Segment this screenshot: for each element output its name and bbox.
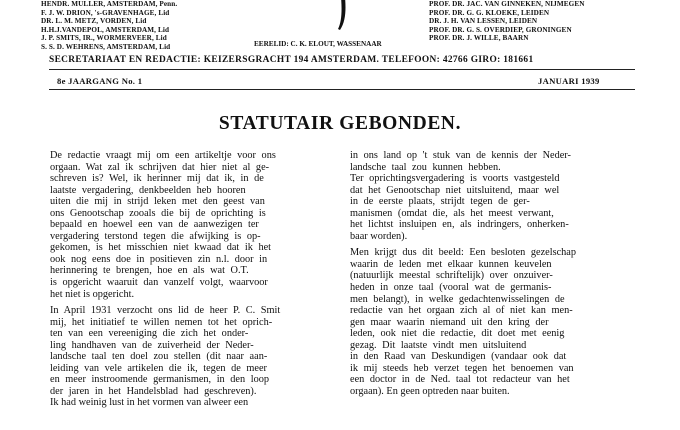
text-line: ling handhaven van de zuiverheid der Neder- [50, 339, 254, 351]
text-line: het niet is opgericht. [50, 288, 135, 300]
text-line: vergadering terstond tegen die afwijking is op- [50, 230, 261, 242]
text-line: schreven is? Wel, ik herinner mij dat ik, in de [50, 173, 264, 185]
paragraph [350, 150, 638, 242]
secretariat-address: SECRETARIAAT EN REDACTIE: KEIZERSGRACHT 194 AMSTERDAM. TELEFOON: 42766 GIRO: 181661 [49, 55, 534, 65]
experts-list [429, 0, 585, 43]
text-line: ik mij steeds heb verzet tegen het benoemen van [350, 362, 574, 374]
text-line: gezag. Dit laatste vindt men uitsluitend [350, 339, 527, 351]
text-line: in ons land op 't stuk van de kennis der Neder- [350, 150, 571, 161]
text-line: (natuurlijk meestal schriftelijk) over onzuiver- [350, 270, 553, 282]
text-line: uiten die mij in strijd leken met den geest van [50, 196, 265, 208]
text-line: leden, ook niet die redactie, dit doet met eenig [350, 328, 565, 340]
expert-line: PROF. DR. G. S. OVERDIEP, GRONINGEN [429, 25, 572, 34]
text-line: herinnering te brengen, hoe en als wat O.T. [50, 265, 249, 277]
expert-line: DR. J. H. VAN LESSEN, LEIDEN [429, 17, 538, 26]
issue-date: JANUARI 1939 [538, 76, 600, 86]
text-line: landsche taal ten doel zou stellen (dit naar aan- [50, 351, 268, 363]
paragraph [50, 305, 338, 409]
text-line: orgaan. Wat zal ik schrijven dat hier niet al ge- [50, 161, 270, 173]
board-member-line: H.H.J.VANDEPOL, AMSTERDAM, Lid [41, 25, 170, 34]
text-line: en meer instroomende germanismen, in den loop [50, 374, 270, 386]
text-line: gen maar waarin niemand uit den kring der [350, 316, 549, 328]
honorary-member: EERELID: C. K. ELOUT, WASSENAAR [254, 40, 382, 48]
text-line: in de eerste plaats, strijdt tegen de ger- [350, 196, 530, 208]
paragraph [50, 150, 338, 300]
text-line: baar worden). [350, 230, 408, 242]
article-title: STATUTAIR GEBONDEN. [218, 113, 462, 134]
text-line: ten van een vereeniging die zich het onder- [50, 328, 249, 340]
header-rule [49, 69, 635, 70]
board-member-line: HENDR. MULLER, AMSTERDAM, Penn. [41, 0, 178, 8]
text-line: een doctor in de Ned. taal tot redacteur van het [350, 374, 570, 386]
board-member-line: S. S. D. WEHRENS, AMSTERDAM, Lid [41, 42, 171, 51]
text-line: ook nog eens doe in positieven zin n.l. door in [50, 253, 268, 265]
text-line: der jaren in het Handelsblad had geschreven). [50, 385, 257, 397]
text-line: dat het Genootschap niet uitsluitend, maar wel [350, 184, 560, 196]
text-line: In April 1931 verzocht ons lid de heer P. C. Smit [50, 305, 281, 317]
text-line: ons Genootschap zooals die bij de oprichting is [50, 207, 266, 219]
text-line: orgaan). En geen optreden naar buiten. [350, 385, 510, 397]
paragraph [350, 247, 638, 397]
text-line: is opgericht waaruit dan vanzelf volgt, waarvoor [50, 277, 268, 289]
board-member-line: J. P. SMITS, IR., WORMERVEER, Lid [41, 34, 167, 43]
text-line: het lichtst insluipen en, als indringers, onherken- [350, 219, 569, 231]
text-line: heden in onze taal (vooral wat de germanis- [350, 282, 552, 294]
expert-line: PROF. DR. JAC. VAN GINNEKEN, NIJMEGEN [429, 0, 585, 8]
board-member-line: DR. L. M. METZ, VORDEN, Lid [41, 17, 147, 26]
expert-line: PROF. DR. G. G. KLOEKE, LEIDEN [429, 8, 550, 17]
board-members-list [41, 0, 177, 52]
volume-number: 8e JAARGANG No. 1 [57, 76, 143, 86]
expert-line: PROF. DR. J. WILLE, BAARN [429, 34, 529, 43]
text-line: De redactie vraagt mij om een artikeltje voor ons [50, 150, 276, 161]
text-line: leiding van vele artikelen die ik, tegen de meer [50, 362, 267, 374]
text-line: manismen (omdat die, als het meest verwant, [350, 207, 554, 219]
article-column-right [350, 150, 638, 397]
article-column-left [50, 150, 338, 409]
text-line: redactie van het orgaan zich al of niet kan men- [350, 305, 573, 317]
text-line: bepaald en hoewel een van de aanwezigen ter [50, 219, 259, 231]
text-line: men belangt), in welke gedachtenwisselingen de [350, 293, 565, 305]
board-member-line: F. J. W. DRION, 's-GRAVENHAGE, Lid [41, 8, 170, 17]
text-line: waarin de leden met elkaar kunnen keuvelen [350, 258, 552, 270]
text-line: gekomen, is het misschien niet kwaad dat ik het [50, 242, 272, 254]
text-line: landsche taal zou kunnen hebben. [350, 161, 501, 173]
emblem-icon [338, 0, 348, 31]
text-line: in den Raad van Deskundigen (vandaar ook dat [350, 351, 567, 363]
text-line: mij, het initiatief te willen nemen tot het oprich- [50, 316, 273, 328]
issue-rule [49, 89, 635, 90]
text-line: Ik had weinig lust in het vormen van alweer een [50, 397, 249, 409]
text-line: Men krijgt dus dit beeld: Een besloten gezelschap [350, 247, 577, 259]
text-line: Ter oprichtingsvergadering is voorts vastgesteld [350, 173, 560, 185]
text-line: laatste vergadering, denkbeelden heb hooren [50, 184, 246, 196]
